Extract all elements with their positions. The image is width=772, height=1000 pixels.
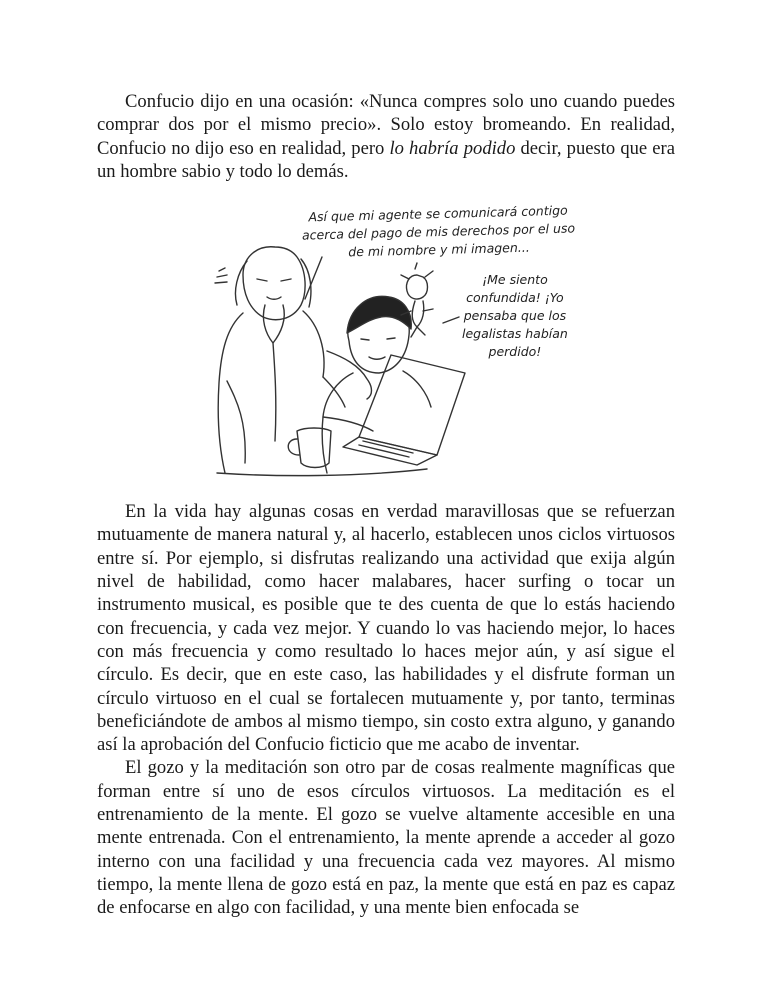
paragraph-1-text-b: decir, puesto que era un hombre sabio y todo lo demás.	[97, 137, 675, 182]
coffee-mug	[297, 428, 331, 468]
page-body	[97, 90, 675, 920]
speech-pointer-small-figure	[443, 317, 459, 323]
speech-line: pensaba que los	[463, 308, 567, 324]
speech-line: acerca del pago de mis derechos por el uso	[301, 220, 576, 243]
paragraph-1	[97, 90, 675, 183]
speech-line: confundida! ¡Yo	[466, 290, 564, 306]
speech-line: perdido!	[488, 344, 542, 360]
speech-line: de mi nombre y mi imagen...	[348, 239, 530, 260]
cartoon-illustration	[97, 201, 675, 483]
speech-text-confucius	[301, 202, 575, 263]
confucius-beard	[263, 305, 284, 343]
confucius-head	[243, 247, 305, 320]
speech-text-small-figure	[462, 271, 568, 361]
paragraph-1-text-a: Confucio dijo en una ocasión: «Nunca compres solo uno cuando puedes comprar dos por el mismo precio». Solo estoy bromeando. En realidad, Confucio no dijo eso en realidad, pero	[97, 91, 675, 159]
laptop-base	[343, 437, 437, 465]
paragraph-3: El gozo y la meditación son otro par de cosas realmente magníficas que forman entre sí uno de esos círculos virtuosos. La meditación es el entrenamiento de la mente. El gozo se vuelve altamente accesible en una mente entrenada. Con el entrenamiento, la mente aprende a acceder al gozo interno con una facilidad y una frecuencia cada vez mayores. Al mismo tiempo, la mente llena de gozo está en paz, la mente que está en paz es capaz de enfocarse en algo con facilidad, y una mente bien enfocada se	[97, 757, 675, 919]
speech-line: legalistas habían	[462, 326, 568, 342]
paragraph-1-italic: lo habría podido	[389, 137, 516, 159]
speech-line: Así que mi agente se comunicará contigo	[308, 202, 568, 225]
paragraph-2: En la vida hay algunas cosas en verdad maravillosas que se refuerzan mutuamente de manera natural y, al hacerlo, establecen unos ciclos virtuosos entre sí. Por ejemplo, si disfrutas realizando una actividad que exija algún nivel de habilidad, como hacer malabares, hacer surfing o tocar un instrumento musical, es posible que te des cuenta de que lo estás haciendo con frecuencia, y cada vez mejor. Y cuando lo vas haciendo mejor, lo haces con más frecuencia y como resultado lo haces mejor aún, y así sigue el círculo. Es decir, que en este caso, las habilidades y el disfrute forman un círculo virtuoso en el cual se fortalecen mutuamente y, por tanto, terminas beneficiándote de ambos al mismo tiempo, sin costo extra alguno, y ganando así la aprobación del Confucio ficticio que me acabo de inventar.	[97, 501, 675, 756]
small-figure-head	[406, 275, 427, 299]
speech-pointer-confucius	[305, 257, 322, 299]
speech-line: ¡Me siento	[482, 272, 548, 288]
